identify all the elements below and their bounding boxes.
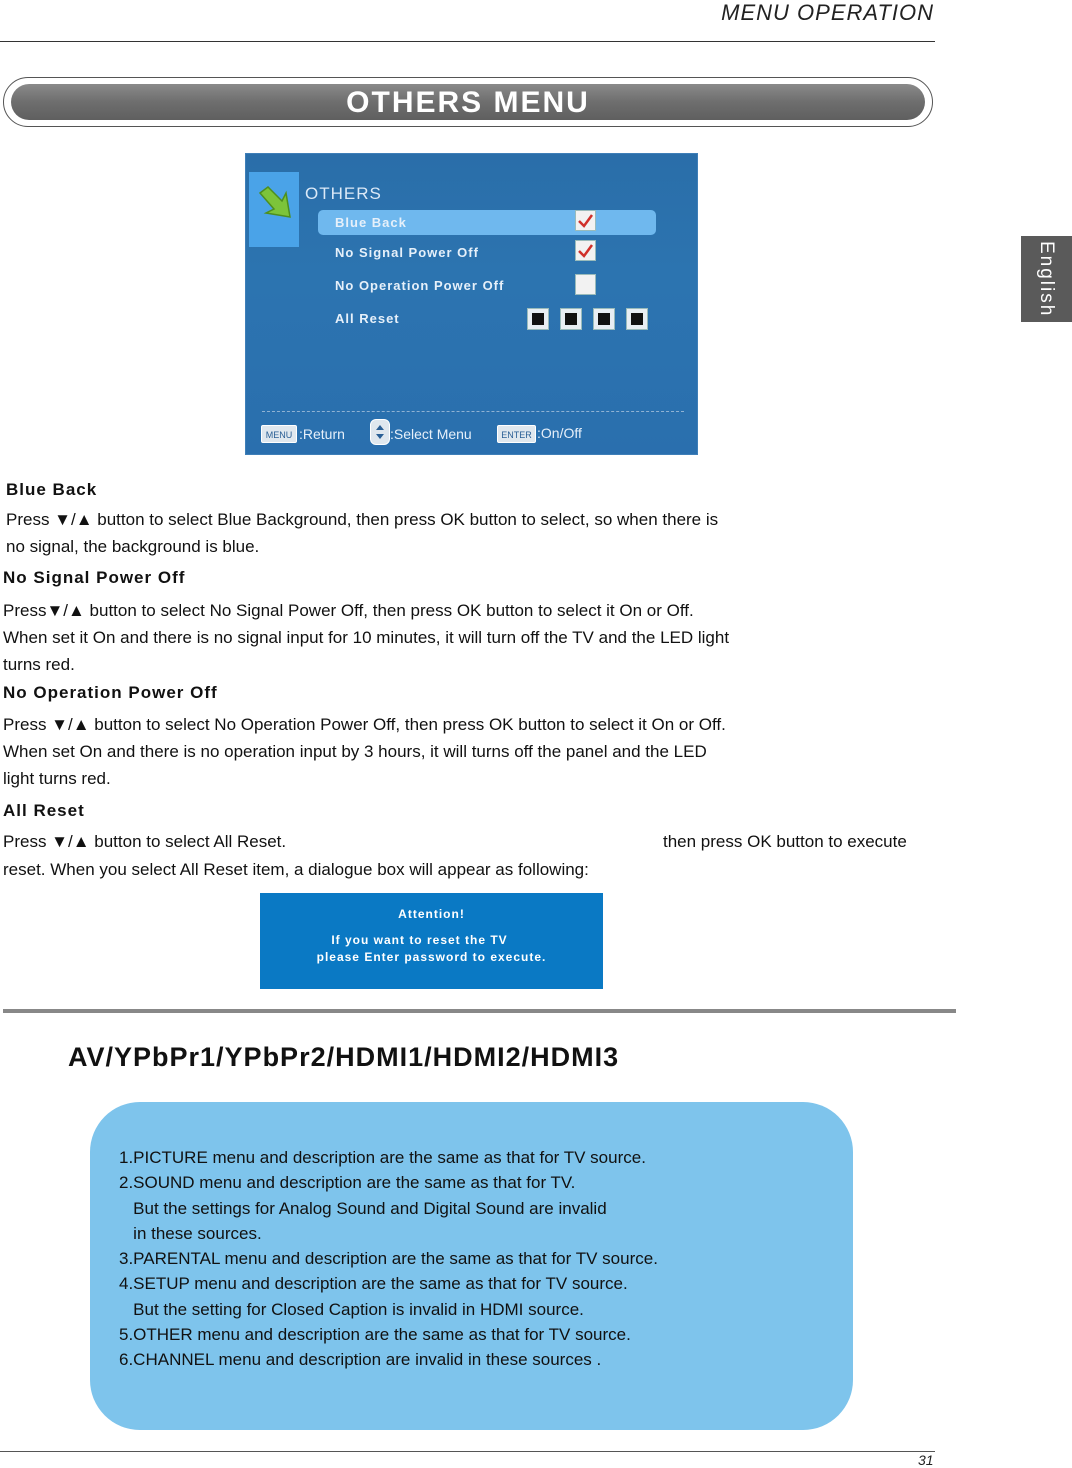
paragraph-line: reset. When you select All Reset item, a dialogue box will appear as following: <box>3 860 589 879</box>
section-heading-no-signal: No Signal Power Off <box>3 568 186 587</box>
note-line: 4.SETUP menu and description are the same as that for TV source. <box>119 1274 628 1294</box>
checkmark-icon <box>577 242 594 259</box>
dialog-line: If you want to reset the TV <box>331 933 508 947</box>
section-header: MENU OPERATION <box>721 0 934 25</box>
password-digit-box[interactable] <box>626 308 648 330</box>
menu-key-icon: MENU <box>261 425 297 443</box>
on-off-hint: :On/Off <box>537 425 582 441</box>
password-dot <box>565 313 577 325</box>
osd-item-no-signal-power-off[interactable]: No Signal Power Off <box>335 245 479 260</box>
section-heading-all-reset: All Reset <box>3 801 85 820</box>
section-heading-no-operation: No Operation Power Off <box>3 683 218 702</box>
enter-key-icon: ENTER <box>497 425 536 443</box>
notes-list <box>119 1145 658 1373</box>
osd-divider <box>262 411 684 412</box>
up-down-key-icon <box>370 419 390 445</box>
language-tab-label: English <box>1036 240 1057 318</box>
note-line: 6.CHANNEL menu and description are invalid in these sources . <box>119 1350 602 1370</box>
paragraph-line: Press▼/▲ button to select No Signal Power Off, then press OK button to select it On or Off. <box>3 601 694 620</box>
note-line: But the settings for Analog Sound and Digital Sound are invalid <box>119 1198 607 1218</box>
paragraph-line: When set On and there is no operation input by 3 hours, it will turns off the panel and the LED <box>3 742 707 761</box>
page-number: 31 <box>918 1452 934 1468</box>
dialog-title: Attention! <box>398 907 465 921</box>
note-line: But the setting for Closed Caption is invalid in HDMI source. <box>119 1299 584 1319</box>
osd-menu-heading: OTHERS <box>305 184 382 203</box>
paragraph-line: When set it On and there is no signal input for 10 minutes, it will turn off the TV and the LED light <box>3 628 730 647</box>
password-digit-box[interactable] <box>560 308 582 330</box>
paragraph-line: Press ▼/▲ button to select All Reset. <box>3 832 287 851</box>
section-heading-blue-back: Blue Back <box>6 480 98 499</box>
banner-title: OTHERS MENU <box>346 86 590 119</box>
note-line: 1.PICTURE menu and description are the same as that for TV source. <box>119 1148 646 1167</box>
av-section-title: AV/YPbPr1/YPbPr2/HDMI1/HDMI2/HDMI3 <box>68 1042 620 1072</box>
section-divider <box>3 1009 956 1013</box>
paragraph-line: light turns red. <box>3 769 111 788</box>
osd-item-all-reset[interactable]: All Reset <box>335 311 400 326</box>
paragraph-line: no signal, the background is blue. <box>6 537 260 556</box>
password-dot <box>532 313 544 325</box>
note-line: 2.SOUND menu and description are the same as that for TV. <box>119 1173 576 1193</box>
return-hint: :Return <box>299 426 345 442</box>
password-digit-box[interactable] <box>593 308 615 330</box>
dialog-line: please Enter password to execute. <box>316 950 547 964</box>
osd-item-blue-back[interactable]: Blue Back <box>335 215 407 230</box>
password-dot <box>598 313 610 325</box>
password-digit-box[interactable] <box>527 308 549 330</box>
up-down-arrows-icon <box>371 420 389 444</box>
paragraph-line: Press ▼/▲ button to select No Operation Power Off, then press OK button to select it On or Off. <box>3 715 726 734</box>
header-divider <box>0 41 935 42</box>
paragraph-line: Press ▼/▲ button to select Blue Background, then press OK button to select, so when there is <box>6 510 719 529</box>
note-line: 3.PARENTAL menu and description are the same as that for TV source. <box>119 1249 658 1269</box>
password-dot <box>631 313 643 325</box>
select-menu-hint: :Select Menu <box>390 426 472 442</box>
note-line: in these sources. <box>119 1223 262 1243</box>
paragraph-line: then press OK button to execute <box>663 832 907 851</box>
note-line: 5.OTHER menu and description are the same as that for TV source. <box>119 1325 631 1345</box>
footer-divider <box>0 1451 935 1452</box>
checkmark-icon <box>577 212 594 229</box>
paragraph-line: turns red. <box>3 655 75 674</box>
blue-back-checkbox[interactable] <box>575 210 596 231</box>
no-signal-checkbox[interactable] <box>575 240 596 261</box>
arrow-down-right-icon <box>256 183 294 221</box>
no-operation-checkbox[interactable] <box>575 274 596 295</box>
osd-item-no-operation-power-off[interactable]: No Operation Power Off <box>335 278 505 293</box>
